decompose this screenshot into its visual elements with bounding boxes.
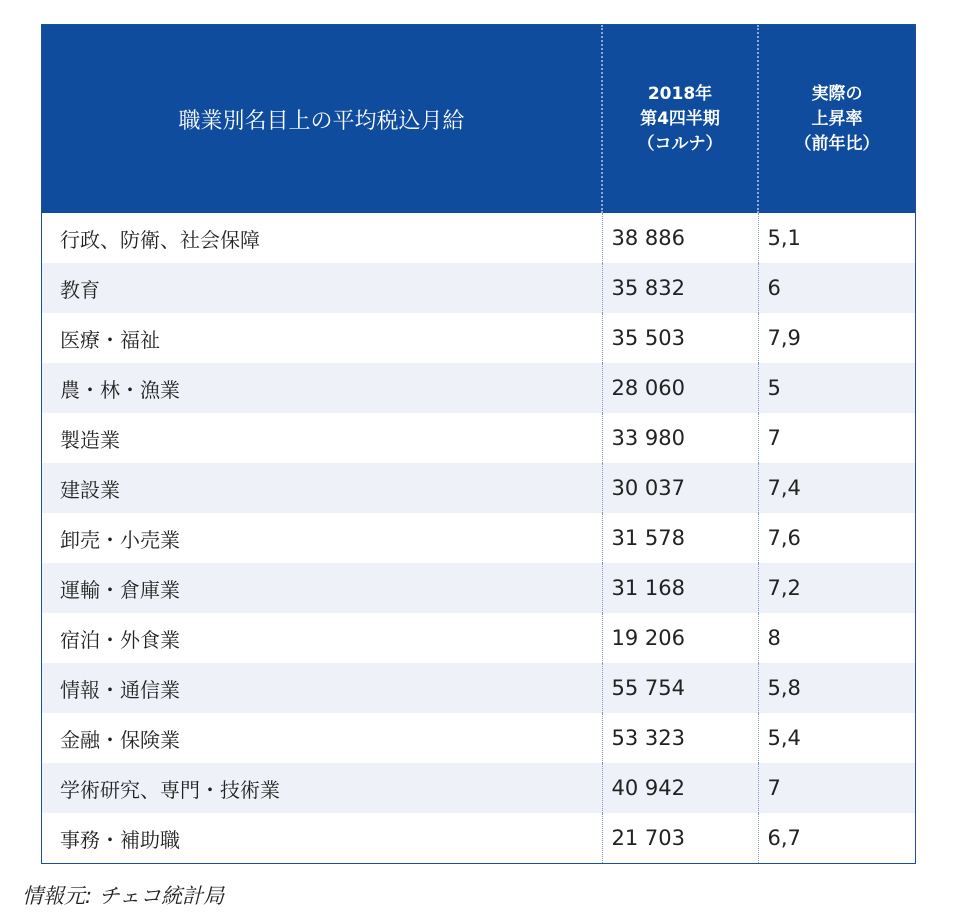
growth-rate-cell: 7,4 xyxy=(758,463,915,513)
growth-rate-cell: 8 xyxy=(758,613,915,663)
salary-table xyxy=(41,24,916,864)
table-row xyxy=(42,513,915,563)
growth-rate-cell: 5,1 xyxy=(758,213,915,263)
salary-cell: 35 503 xyxy=(602,313,758,363)
growth-rate-cell: 6 xyxy=(758,263,915,313)
occupation-cell: 運輸・倉庫業 xyxy=(42,563,602,613)
occupation-cell: 金融・保険業 xyxy=(42,713,602,763)
table-row xyxy=(42,613,915,663)
salary-cell: 31 168 xyxy=(602,563,758,613)
salary-cell: 21 703 xyxy=(602,813,758,863)
header-row xyxy=(42,25,915,213)
growth-rate-cell: 7,9 xyxy=(758,313,915,363)
occupation-cell: 建設業 xyxy=(42,463,602,513)
table-row xyxy=(42,363,915,413)
salary-cell: 38 886 xyxy=(602,213,758,263)
salary-cell: 30 037 xyxy=(602,463,758,513)
occupation-cell: 情報・通信業 xyxy=(42,663,602,713)
table-body xyxy=(42,213,915,863)
salary-cell: 33 980 xyxy=(602,413,758,463)
occupation-cell: 卸売・小売業 xyxy=(42,513,602,563)
table-row xyxy=(42,813,915,863)
occupation-cell: 学術研究、専門・技術業 xyxy=(42,763,602,813)
header-salary: 2018年 第4四半期 （コルナ） xyxy=(602,25,758,213)
table xyxy=(42,25,915,863)
growth-rate-cell: 7 xyxy=(758,413,915,463)
growth-rate-cell: 5,4 xyxy=(758,713,915,763)
table-row xyxy=(42,313,915,363)
growth-rate-cell: 7,2 xyxy=(758,563,915,613)
table-row xyxy=(42,463,915,513)
salary-cell: 31 578 xyxy=(602,513,758,563)
table-row xyxy=(42,563,915,613)
growth-rate-cell: 7,6 xyxy=(758,513,915,563)
growth-rate-cell: 7 xyxy=(758,763,915,813)
growth-rate-cell: 5,8 xyxy=(758,663,915,713)
occupation-cell: 医療・福祉 xyxy=(42,313,602,363)
salary-cell: 19 206 xyxy=(602,613,758,663)
growth-rate-cell: 6,7 xyxy=(758,813,915,863)
salary-cell: 28 060 xyxy=(602,363,758,413)
growth-rate-cell: 5 xyxy=(758,363,915,413)
table-row xyxy=(42,213,915,263)
salary-cell: 40 942 xyxy=(602,763,758,813)
table-row xyxy=(42,713,915,763)
source-note: 情報元: チェコ統計局 xyxy=(22,884,225,908)
salary-cell: 35 832 xyxy=(602,263,758,313)
header-growth-rate: 実際の 上昇率 （前年比） xyxy=(758,25,915,213)
table-row xyxy=(42,663,915,713)
occupation-cell: 教育 xyxy=(42,263,602,313)
occupation-cell: 事務・補助職 xyxy=(42,813,602,863)
occupation-cell: 宿泊・外食業 xyxy=(42,613,602,663)
table-row xyxy=(42,763,915,813)
occupation-cell: 製造業 xyxy=(42,413,602,463)
table-row xyxy=(42,263,915,313)
salary-cell: 53 323 xyxy=(602,713,758,763)
occupation-cell: 行政、防衛、社会保障 xyxy=(42,213,602,263)
occupation-cell: 農・林・漁業 xyxy=(42,363,602,413)
table-row xyxy=(42,413,915,463)
salary-cell: 55 754 xyxy=(602,663,758,713)
header-occupation: 職業別名目上の平均税込月給 xyxy=(42,25,602,213)
